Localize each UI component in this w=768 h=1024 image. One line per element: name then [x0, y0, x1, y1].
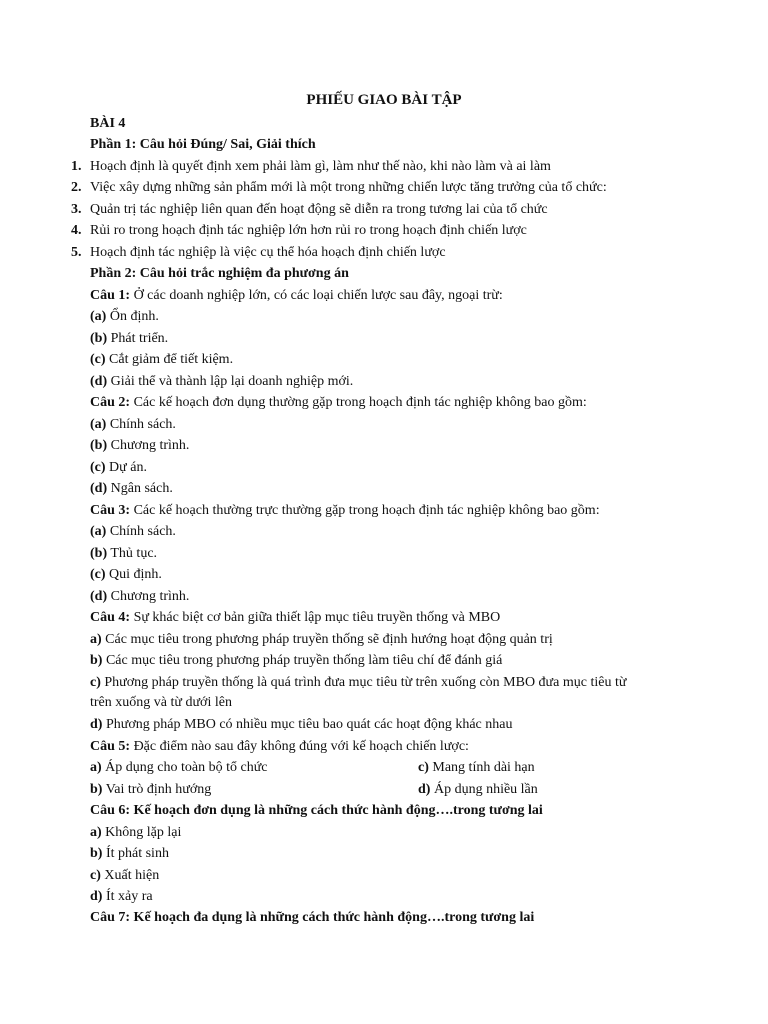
option-key: (c)	[90, 460, 106, 475]
option-key: (d)	[90, 481, 108, 496]
option	[418, 781, 538, 799]
part2-heading: Phần 2: Câu hỏi trắc nghiệm đa phương án	[90, 266, 349, 281]
item-number: 5.	[71, 245, 82, 260]
option-text: Áp dụng nhiều lần	[430, 782, 538, 797]
question-text: Các kế hoạch đơn dụng thường gặp trong hoạch định tác nghiệp không bao gồm:	[130, 395, 587, 410]
option-key: d)	[90, 717, 103, 732]
option-key: (d)	[90, 589, 108, 604]
item-number: 2.	[71, 180, 82, 195]
option-text: Chính sách.	[106, 417, 176, 432]
option-text: Thủ tục.	[107, 546, 158, 561]
option-text: Phương pháp truyền thống là quá trình đưa mục tiêu từ trên xuống còn MBO đưa mục tiêu từ	[100, 675, 627, 690]
question-7: Câu 7: Kế hoạch đa dụng là những cách thức hành động….trong tương lai	[90, 910, 535, 925]
lesson-label: BÀI 4	[90, 116, 126, 131]
option-key: (a)	[90, 524, 107, 539]
question-label: Câu 1:	[90, 288, 131, 303]
option-text: Ít xảy ra	[102, 889, 153, 904]
option-text: Ổn định.	[106, 309, 159, 324]
option	[90, 416, 176, 434]
option-text: Chương trình.	[107, 589, 190, 604]
option	[90, 588, 189, 606]
option-key: (a)	[90, 417, 107, 432]
option-text: Các mục tiêu trong phương pháp truyền thống sẽ định hướng hoạt động quản trị	[101, 632, 553, 647]
option	[90, 545, 157, 563]
question-text: Ở các doanh nghiệp lớn, có các loại chiến lược sau đây, ngoại trừ:	[130, 288, 503, 303]
option	[90, 781, 211, 799]
option	[90, 867, 159, 885]
option-key: (a)	[90, 309, 107, 324]
statement-text: Hoạch định tác nghiệp là việc cụ thể hóa hoạch định chiến lược	[90, 245, 446, 260]
option-key: b)	[90, 782, 103, 797]
item-number: 3.	[71, 202, 82, 217]
option	[90, 652, 502, 670]
question-5	[90, 738, 469, 756]
option-key: a)	[90, 825, 102, 840]
option-text: Các mục tiêu trong phương pháp truyền thống làm tiêu chí để đánh giá	[102, 653, 503, 668]
page-title: PHIẾU GIAO BÀI TẬP	[306, 92, 462, 108]
option-key: b)	[90, 846, 103, 861]
option	[90, 330, 168, 348]
option	[90, 631, 553, 649]
question-label: Câu 5:	[90, 739, 131, 754]
statement-text: Quản trị tác nghiệp liên quan đến hoạt động sẽ diễn ra trong tương lai của tổ chức	[90, 202, 548, 217]
option-text: Giải thể và thành lập lại doanh nghiệp mới.	[107, 374, 354, 389]
option	[90, 437, 189, 455]
option-text: Không lặp lại	[101, 825, 182, 840]
option-key: (d)	[90, 374, 108, 389]
option-key: d)	[90, 889, 103, 904]
question-2	[90, 394, 587, 412]
option-text: Vai trò định hướng	[102, 782, 212, 797]
option-text: Áp dụng cho toàn bộ tổ chức	[101, 760, 268, 775]
option-key: b)	[90, 653, 103, 668]
option-text: Xuất hiện	[100, 868, 160, 883]
question-4	[90, 609, 500, 627]
question-text: Các kế hoạch thường trực thường gặp trong hoạch định tác nghiệp không bao gồm:	[130, 503, 600, 518]
item-number: 1.	[71, 159, 82, 174]
option-text: Qui định.	[105, 567, 162, 582]
option-text: Phát triển.	[107, 331, 169, 346]
question-1	[90, 287, 503, 305]
option	[90, 523, 176, 541]
option	[90, 759, 268, 777]
statement-text: Việc xây dựng những sản phẩm mới là một trong những chiến lược tăng trưởng của tổ chức:	[90, 180, 607, 195]
option	[90, 566, 162, 584]
option-key: c)	[90, 675, 101, 690]
option	[418, 759, 535, 777]
option-text: Mang tính dài hạn	[428, 760, 535, 775]
statement-text: Rủi ro trong hoạch định tác nghiệp lớn hơn rủi ro trong hoạch định chiến lược	[90, 223, 527, 238]
option-text: Phương pháp MBO có nhiều mục tiêu bao quát các hoạt động khác nhau	[102, 717, 513, 732]
option	[90, 845, 169, 863]
item-number: 4.	[71, 223, 82, 238]
option	[90, 888, 153, 906]
option	[90, 351, 233, 369]
option	[90, 480, 173, 498]
option-text: Ngân sách.	[107, 481, 173, 496]
option-text: Chương trình.	[107, 438, 190, 453]
option	[90, 459, 147, 477]
option-key: (b)	[90, 438, 108, 453]
question-text: Đặc điểm nào sau đây không đúng với kế hoạch chiến lược:	[130, 739, 469, 754]
option	[90, 674, 626, 692]
option-text: Ít phát sinh	[102, 846, 169, 861]
option-key: (b)	[90, 546, 108, 561]
option	[90, 373, 353, 391]
option	[90, 824, 181, 842]
question-label: Câu 2:	[90, 395, 131, 410]
option	[90, 716, 512, 734]
part1-heading: Phần 1: Câu hỏi Đúng/ Sai, Giải thích	[90, 137, 316, 152]
question-label: Câu 4:	[90, 610, 131, 625]
option-text: Dự án.	[105, 460, 147, 475]
option-key: a)	[90, 760, 102, 775]
statement-text: Hoạch định là quyết định xem phải làm gì, làm như thế nào, khi nào làm và ai làm	[90, 159, 551, 174]
option-key: (b)	[90, 331, 108, 346]
option-continuation: trên xuống và từ dưới lên	[90, 695, 232, 710]
option	[90, 308, 159, 326]
question-6: Câu 6: Kế hoạch đơn dụng là những cách thức hành động….trong tương lai	[90, 803, 543, 818]
option-key: c)	[90, 868, 101, 883]
option-key: (c)	[90, 567, 106, 582]
option-text: Chính sách.	[106, 524, 176, 539]
option-key: a)	[90, 632, 102, 647]
question-text: Sự khác biệt cơ bản giữa thiết lập mục tiêu truyền thống và MBO	[130, 610, 501, 625]
question-3	[90, 502, 600, 520]
option-key: d)	[418, 782, 431, 797]
question-label: Câu 3:	[90, 503, 131, 518]
option-text: Cắt giảm để tiết kiệm.	[105, 352, 234, 367]
option-key: (c)	[90, 352, 106, 367]
option-key: c)	[418, 760, 429, 775]
